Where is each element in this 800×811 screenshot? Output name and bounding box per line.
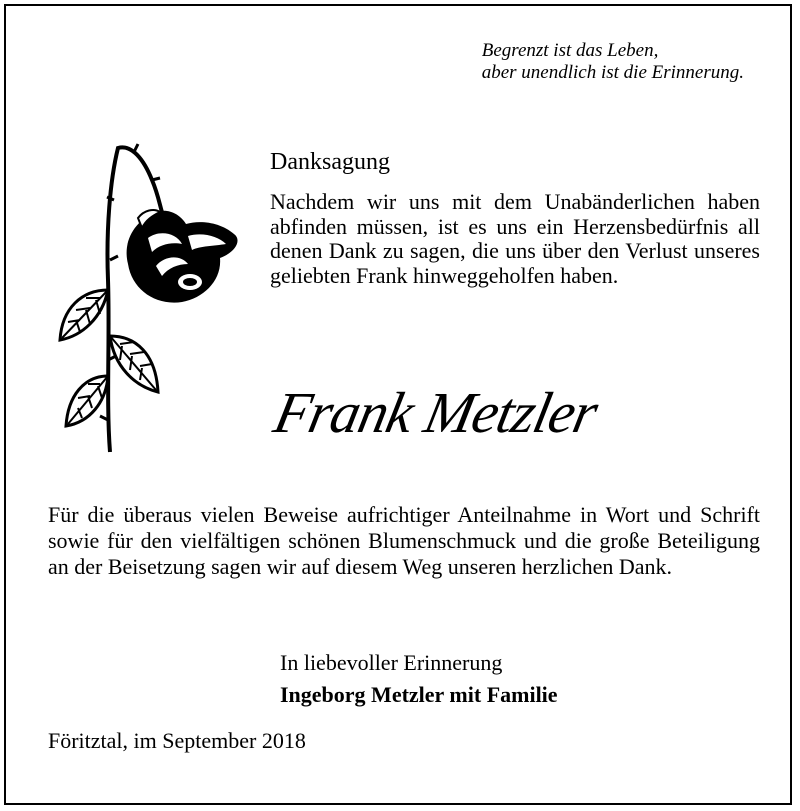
thanks-paragraph: Nachdem wir uns mit dem Unabänderlichen haben abfinden müssen, ist es uns ein Herzensbedürfnis all denen Dank zu sagen, die uns über den Verlust unseres geliebten Frank hinweggeholfen haben.: [270, 189, 760, 288]
motto-line-1: Begrenzt ist das Leben,: [481, 40, 659, 61]
rose-head: [127, 210, 238, 303]
leaf-upper: [60, 290, 108, 340]
closing-phrase: In liebevoller Erinnerung: [280, 650, 503, 675]
closing-block: [280, 647, 558, 711]
signature: Ingeborg Metzler mit Familie: [280, 682, 558, 707]
deceased-name: Frank Metzler: [268, 380, 603, 445]
obituary-notice: [4, 4, 792, 805]
wilted-rose-icon: [52, 140, 244, 458]
place-date: Föritztal, im September 2018: [48, 728, 306, 753]
leaf-middle: [110, 336, 158, 392]
motto-line-2: aber unendlich ist die Erinnerung.: [481, 62, 744, 83]
gratitude-paragraph: Für die überaus vielen Beweise aufrichtiger Anteilnahme in Wort und Schrift sowie für den vielfältigen schönen Blumenschmuck und die große Beteiligung an der Beisetzung sagen wir auf diesem Weg unseren herzlichen Dank.: [48, 502, 760, 579]
section-heading: Danksagung: [270, 149, 390, 175]
motto: [482, 40, 744, 84]
